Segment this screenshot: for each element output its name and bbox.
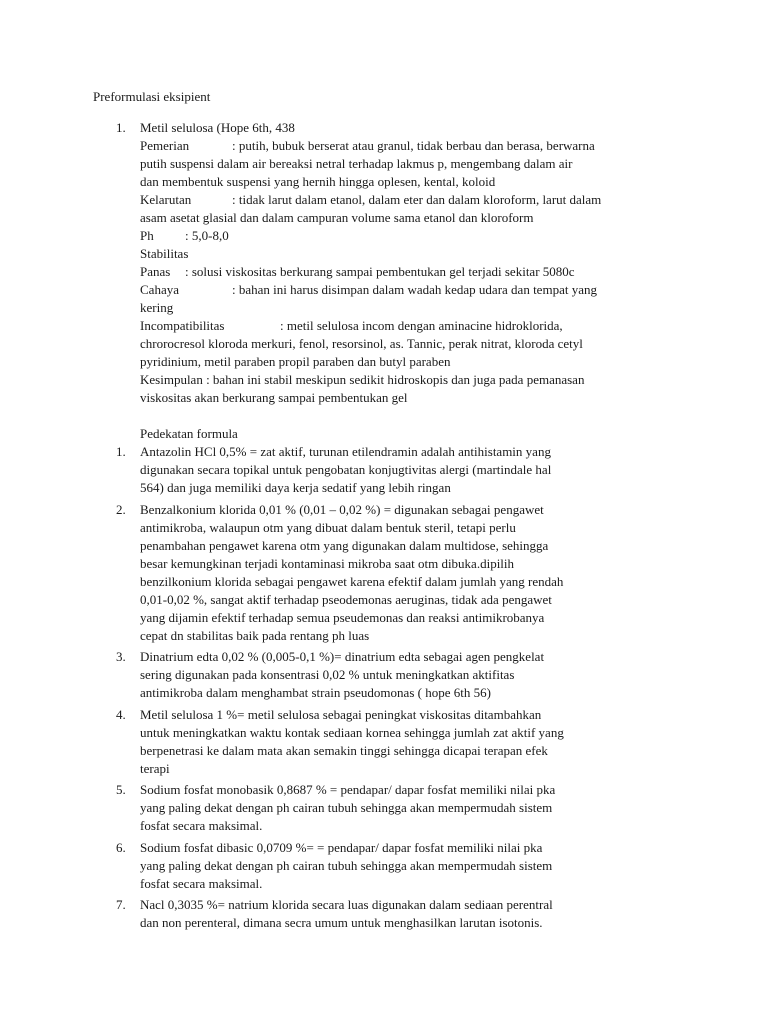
formula-item-number: 5. xyxy=(116,782,126,797)
formula-item-line: terapi xyxy=(140,760,170,776)
formula-item-line: sering digunakan pada konsentrasi 0,02 % untuk meningkatkan aktifitas xyxy=(140,667,515,682)
formula-item-line: yang paling dekat dengan ph cairan tubuh sehingga akan mempermudah sistem xyxy=(140,800,553,815)
kelarutan-line-2: asam asetat glasial dan dalam campuran volume sama etanol dan kloroform xyxy=(140,210,534,225)
formula-item xyxy=(116,896,680,932)
incompatibilitas-line-1 xyxy=(140,317,680,335)
kelarutan-line-1 xyxy=(140,191,680,209)
panas-value: : solusi viskositas berkurang sampai pembentukan gel terjadi sekitar 5080c xyxy=(185,264,575,279)
section-number: 1. xyxy=(116,120,126,135)
pendekatan-heading: Pedekatan formula xyxy=(140,426,238,441)
incompatibilitas-label: Incompatibilitas xyxy=(140,318,225,333)
formula-item xyxy=(116,706,680,778)
formula-item-line: untuk meningkatkan waktu kontak sediaan kornea sehingga jumlah zat aktif yang xyxy=(140,724,564,740)
formula-item-line: Sodium fosfat monobasik 0,8687 % = pendapar/ dapar fosfat memiliki nilai pka xyxy=(140,782,556,797)
formula-list xyxy=(116,443,680,932)
formula-item-line: 0,01-0,02 %, sangat aktif terhadap pseodemonas aeruginas, tidak ada pengawet xyxy=(140,591,552,607)
formula-item-line: Antazolin HCl 0,5% = zat aktif, turunan etilendramin adalah antihistamin yang xyxy=(140,444,551,459)
formula-item-line: cepat dn stabilitas baik pada rentang ph luas xyxy=(140,627,370,643)
formula-item-line: penambahan pengawet karena otm yang digunakan dalam multidose, sehingga xyxy=(140,537,549,553)
cahaya-line-2: kering xyxy=(140,300,174,315)
formula-item-line: Metil selulosa 1 %= metil selulosa sebagai peningkat viskositas ditambahkan xyxy=(140,706,542,722)
formula-item-line: yang paling dekat dengan ph cairan tubuh sehingga akan mempermudah sistem xyxy=(140,857,553,873)
kesimpulan-line-2: viskositas akan berkurang sampai pembentukan gel xyxy=(140,390,408,405)
formula-item-line: berpenetrasi ke dalam mata akan semakin tinggi sehingga dicapai terapan efek xyxy=(140,742,548,758)
formula-item-line: Nacl 0,3035 %= natrium klorida secara luas digunakan dalam sediaan perentral xyxy=(140,897,553,912)
pemerian-line-1 xyxy=(140,137,680,155)
ph-value: : 5,0-8,0 xyxy=(185,228,229,243)
pemerian-line-3: dan membentuk suspensi yang hernih hingga oplesen, kental, koloid xyxy=(140,174,496,189)
formula-item xyxy=(116,443,680,497)
formula-item-line: fosfat secara maksimal. xyxy=(140,818,263,833)
cahaya-text-1: : bahan ini harus disimpan dalam wadah kedap udara dan tempat yang xyxy=(232,282,597,297)
formula-item-line: antimikroba, walaupun otm yang dibuat dalam bentuk steril, tetapi perlu xyxy=(140,519,516,535)
formula-item-line: benzilkonium klorida sebagai pengawet karena efektif dalam jumlah yang rendah xyxy=(140,573,564,589)
ph-label: Ph xyxy=(140,228,154,243)
incompatibilitas-line-2: chrorocresol kloroda merkuri, fenol, resorsinol, as. Tannic, perak nitrat, kloroda cetyl xyxy=(140,336,583,351)
pemerian-text-1: : putih, bubuk berserat atau granul, tidak berbau dan berasa, berwarna xyxy=(232,138,595,153)
formula-item-number: 4. xyxy=(116,706,126,722)
formula-item xyxy=(116,501,680,645)
blank-line xyxy=(140,407,680,425)
formula-item-number: 3. xyxy=(116,649,126,664)
formula-item-line: antimikroba dalam menghambat strain pseudomonas ( hope 6th 56) xyxy=(140,685,491,700)
formula-item xyxy=(116,781,680,835)
cahaya-line-1 xyxy=(140,281,680,299)
formula-item-number: 2. xyxy=(116,501,126,517)
pemerian-label: Pemerian xyxy=(140,138,190,153)
formula-item-line: dan non perenteral, dimana secra umum untuk menghasilkan larutan isotonis. xyxy=(140,915,543,930)
panas-label: Panas xyxy=(140,264,171,279)
formula-item xyxy=(116,648,680,702)
panas-line xyxy=(140,263,680,281)
formula-item-number: 1. xyxy=(116,444,126,459)
kelarutan-text-1: : tidak larut dalam etanol, dalam eter dan dalam kloroform, larut dalam xyxy=(232,192,602,207)
incompatibilitas-line-3: pyridinium, metil paraben propil paraben dan butyl paraben xyxy=(140,354,451,369)
kesimpulan-line-1: Kesimpulan : bahan ini stabil meskipun sedikit hidroskopis dan juga pada pemanasan xyxy=(140,372,585,387)
stabilitas-heading: Stabilitas xyxy=(140,246,189,261)
formula-item-line: besar kemungkinan terjadi kontaminasi mikroba saat otm dibuka.dipilih xyxy=(140,555,515,571)
formula-item xyxy=(116,839,680,893)
kelarutan-label: Kelarutan xyxy=(140,192,192,207)
formula-item-line: Sodium fosfat dibasic 0,0709 %= = pendapar/ dapar fosfat memiliki nilai pka xyxy=(140,839,543,855)
formula-item-line: Benzalkonium klorida 0,01 % (0,01 – 0,02 %) = digunakan sebagai pengawet xyxy=(140,501,544,517)
cahaya-label: Cahaya xyxy=(140,282,179,297)
document-title: Preformulasi eksipient xyxy=(93,89,211,104)
formula-item-number: 7. xyxy=(116,897,126,912)
formula-item-line: Dinatrium edta 0,02 % (0,005-0,1 %)= dinatrium edta sebagai agen pengkelat xyxy=(140,649,545,664)
formula-item-line: fosfat secara maksimal. xyxy=(140,875,263,891)
section-body xyxy=(116,119,680,932)
formula-item-number: 6. xyxy=(116,839,126,855)
section-heading: Metil selulosa (Hope 6th, 438 xyxy=(140,120,295,135)
formula-item-line: digunakan secara topikal untuk pengobatan konjugtivitas alergi (martindale hal xyxy=(140,462,552,477)
incompatibilitas-text-1: : metil selulosa incom dengan aminacine hidroklorida, xyxy=(280,318,563,333)
formula-item-line: yang dijamin efektif terhadap semua pseudemonas dan reaksi antimikrobanya xyxy=(140,609,545,625)
pemerian-line-2: putih suspensi dalam air bereaksi netral terhadap lakmus p, mengembang dalam air xyxy=(140,156,573,171)
ph-line xyxy=(140,227,680,245)
formula-item-line: 564) dan juga memiliki daya kerja sedatif yang lebih ringan xyxy=(140,480,451,495)
